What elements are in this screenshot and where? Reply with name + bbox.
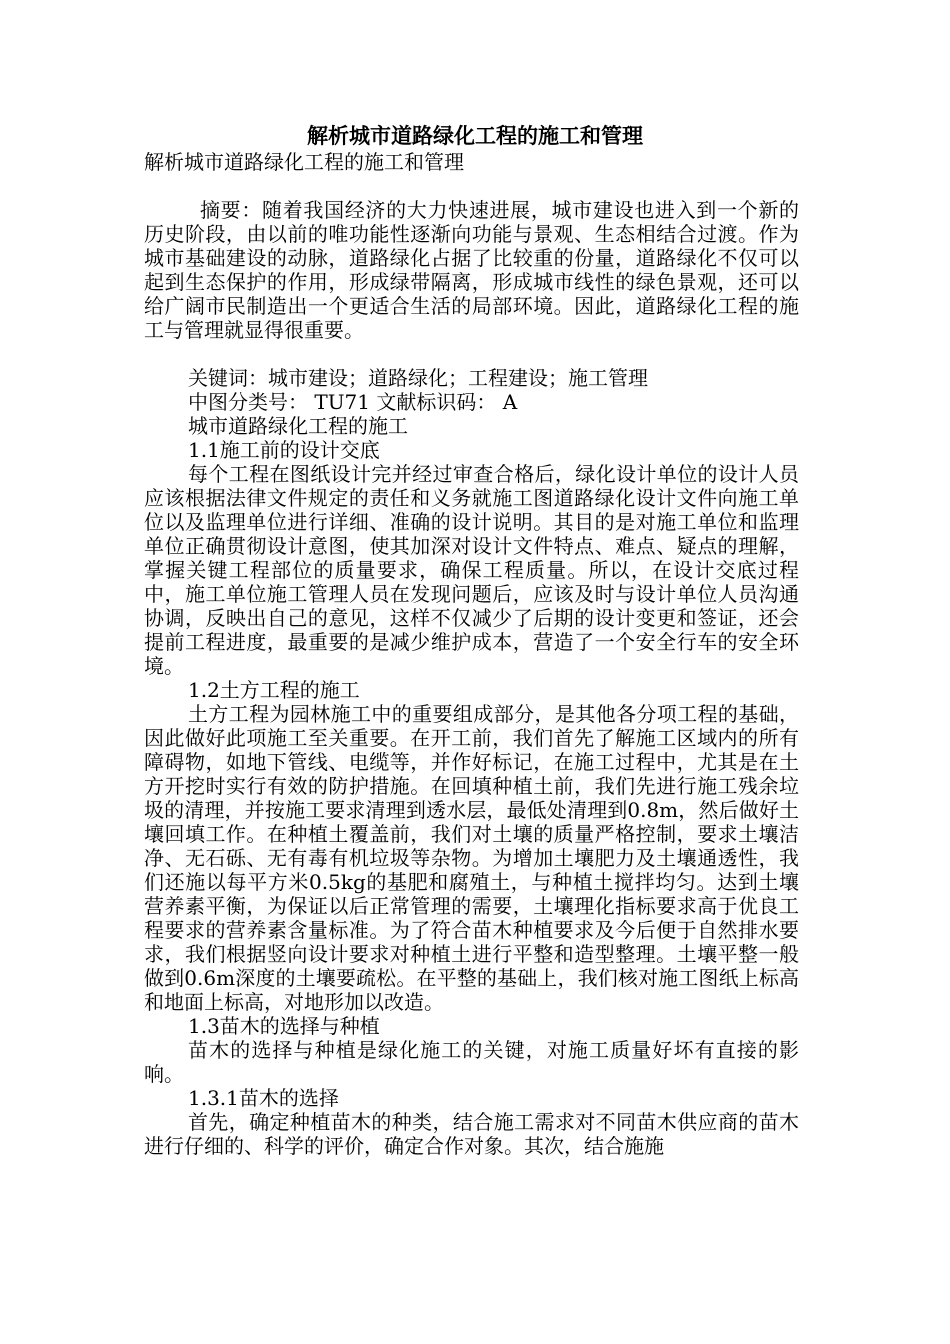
body-paragraph: 首先，确定种植苗木的种类，结合施工需求对不同苗木供应商的苗木进行仔细的、科学的评价，确定合作对象。其次，结合施施 <box>144 1110 799 1158</box>
subsection-heading: 1.1施工前的设计交底 <box>188 438 380 462</box>
spacer <box>144 342 799 366</box>
abstract-paragraph: 摘要：随着我国经济的大力快速进展，城市建设也进入到一个新的历史阶段，由以前的唯功能性逐渐向功能与景观、生态相结合过渡。作为城市基础建设的动脉，道路绿化占据了比较重的份量，道路绿化不仅可以起到生态保护的作用，形成绿带隔离，形成城市线性的绿色景观，还可以给广阔市民制造出一个更适合生活的局部环境。因此，道路绿化工程的施工与管理就显得很重要。 <box>144 198 799 342</box>
body-paragraph: 苗木的选择与种植是绿化施工的关键，对施工质量好坏有直接的影响。 <box>144 1038 799 1086</box>
subsubsection-heading: 1.3.1苗木的选择 <box>188 1086 339 1110</box>
classification-line: 中图分类号： TU71 文献标识码： A <box>188 390 518 414</box>
section-heading: 城市道路绿化工程的施工 <box>188 414 408 438</box>
body-paragraph: 土方工程为园林施工中的重要组成部分，是其他各分项工程的基础，因此做好此项施工至关重要。在开工前，我们首先了解施工区域内的所有障碍物，如地下管线、电缆等，并作好标记，在施工过程中，尤其是在土方开挖时实行有效的防护措施。在回填种植土前，我们先进行施工残余垃圾的清理，并按施工要求清理到透水层，最低处清理到0.8m，然后做好土壤回填工作。在种植土覆盖前，我们对土壤的质量严格控制，要求土壤洁净、无石砾、无有毒有机垃圾等杂物。为增加土壤肥力及土壤通透性，我们还施以每平方米0.5kg的基肥和腐殖土，与种植土搅拌均匀。达到土壤营养素平衡，为保证以后正常管理的需要，土壤理化指标要求高于优良工程要求的营养素含量标准。为了符合苗木种植要求及今后便于自然排水要求，我们根据竖向设计要求对种植土进行平整和造型整理。土壤平整一般做到0.6m深度的土壤要疏松。在平整的基础上，我们核对施工图纸上标高和地面上标高，对地形加以改造。 <box>144 702 799 1014</box>
body-paragraph: 每个工程在图纸设计完并经过审查合格后，绿化设计单位的设计人员应该根据法律文件规定的责任和义务就施工图道路绿化设计文件向施工单位以及监理单位进行详细、准确的设计说明。其目的是对施工单位和监理单位正确贯彻设计意图，使其加深对设计文件特点、难点、疑点的理解，掌握关键工程部位的质量要求，确保工程质量。所以，在设计交底过程中，施工单位施工管理人员在发现问题后，应该及时与设计单位人员沟通协调，反映出自己的意见，这样不仅减少了后期的设计变更和签证，还会提前工程进度，最重要的是减少维护成本，营造了一个安全行车的安全环境。 <box>144 462 799 678</box>
document-title: 解析城市道路绿化工程的施工和管理 <box>307 123 643 148</box>
subsection-heading: 1.2土方工程的施工 <box>188 678 360 702</box>
document-subtitle: 解析城市道路绿化工程的施工和管理 <box>144 150 464 174</box>
spacer <box>144 174 799 198</box>
keywords-line: 关键词：城市建设；道路绿化；工程建设；施工管理 <box>188 366 648 390</box>
document-body <box>144 150 799 1158</box>
subsection-heading: 1.3苗木的选择与种植 <box>188 1014 380 1038</box>
